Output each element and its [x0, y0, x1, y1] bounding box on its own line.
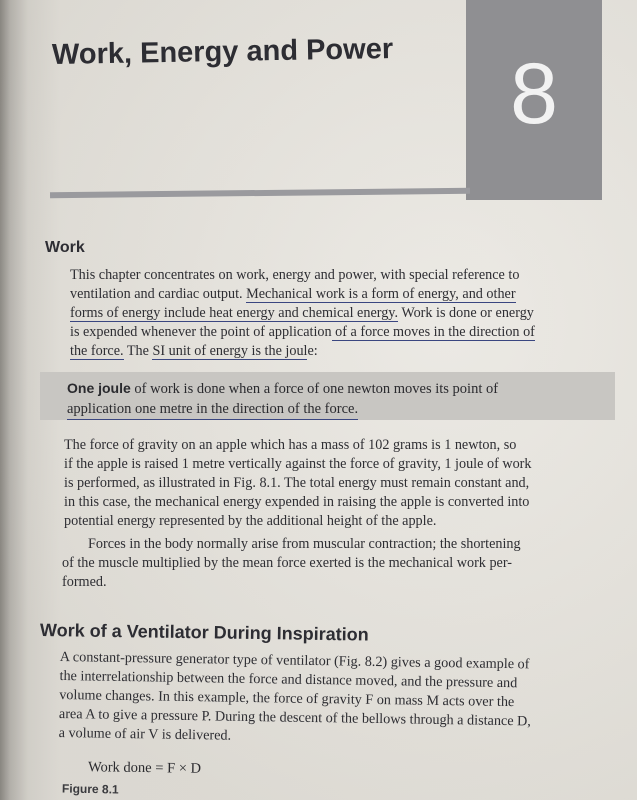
underlined-text: SI unit of energy is the joul	[152, 343, 308, 359]
text-fragment: ventilation and cardiac output.	[70, 286, 247, 302]
underlined-text: forms of energy include heat energy and chemical energy.	[70, 305, 399, 321]
text-line: A constant-pressure generator type of ventilator (Fig. 8.2) gives a good example of	[59, 648, 530, 673]
text-line	[70, 323, 610, 342]
section-heading-work: Work	[45, 239, 85, 256]
section-heading-ventilator: Work of a Ventilator During Inspiration	[39, 620, 369, 645]
underlined-text: of a force moves in the direction of	[331, 324, 535, 340]
underlined-text: Mechanical work is a form of energy, and other	[246, 286, 516, 302]
title-rule	[50, 188, 470, 198]
work-intro-paragraph	[70, 266, 610, 361]
text-line: in this case, the mechanical energy expended in raising the apple is converted into	[64, 494, 530, 510]
chapter-title: Work, Energy and Power	[51, 33, 394, 71]
figure-label: Figure 8.1	[61, 781, 119, 797]
text-line: The force of gravity on an apple which has a mass of 102 grams is 1 newton, so	[64, 437, 517, 453]
text-fragment: of work is done when a force of one newton moves its point of	[130, 381, 499, 397]
text-line: the interrelationship between the force and distance moved, and the pressure and	[59, 667, 518, 692]
text-line	[70, 342, 610, 361]
work-equation: Work done = F × D	[87, 759, 202, 777]
text-line: of the muscle multiplied by the mean force exerted is the mechanical work per-	[62, 555, 512, 571]
text-line	[70, 304, 610, 323]
apple-paragraph	[64, 436, 614, 531]
text-line: a volume of air V is delivered.	[58, 724, 232, 744]
text-line	[70, 285, 610, 304]
definition-text	[67, 378, 607, 420]
text-fragment: is expended whenever the point of application	[70, 324, 332, 340]
text-line: if the apple is raised 1 metre vertically against the force of gravity, 1 joule of work	[64, 456, 532, 472]
definition-term: One joule	[67, 380, 131, 396]
text-line: volume changes. In this example, the force of gravity F on mass M acts over the	[59, 686, 515, 711]
underlined-text: application one metre in the direction of the force.	[67, 399, 358, 420]
chapter-number-block	[466, 0, 602, 200]
text-line: Forces in the body normally arise from muscular contraction; the shortening	[88, 536, 521, 552]
text-line: This chapter concentrates on work, energy and power, with special reference to	[70, 267, 520, 283]
ventilator-paragraph	[59, 648, 615, 752]
text-fragment: The	[123, 343, 153, 359]
muscle-paragraph	[62, 535, 612, 592]
text-line: is performed, as illustrated in Fig. 8.1. The total energy must remain constant and,	[64, 475, 530, 491]
text-fragment: Work is done or energy	[398, 305, 534, 321]
text-fragment: e:	[307, 343, 318, 359]
text-line: formed.	[62, 574, 107, 590]
text-line: area A to give a pressure P. During the descent of the bellows through a distance D,	[58, 705, 532, 730]
text-line: potential energy represented by the additional height of the apple.	[64, 513, 437, 529]
underlined-text: the force.	[70, 343, 124, 359]
chapter-number: 8	[510, 45, 558, 142]
text-line	[67, 378, 607, 399]
